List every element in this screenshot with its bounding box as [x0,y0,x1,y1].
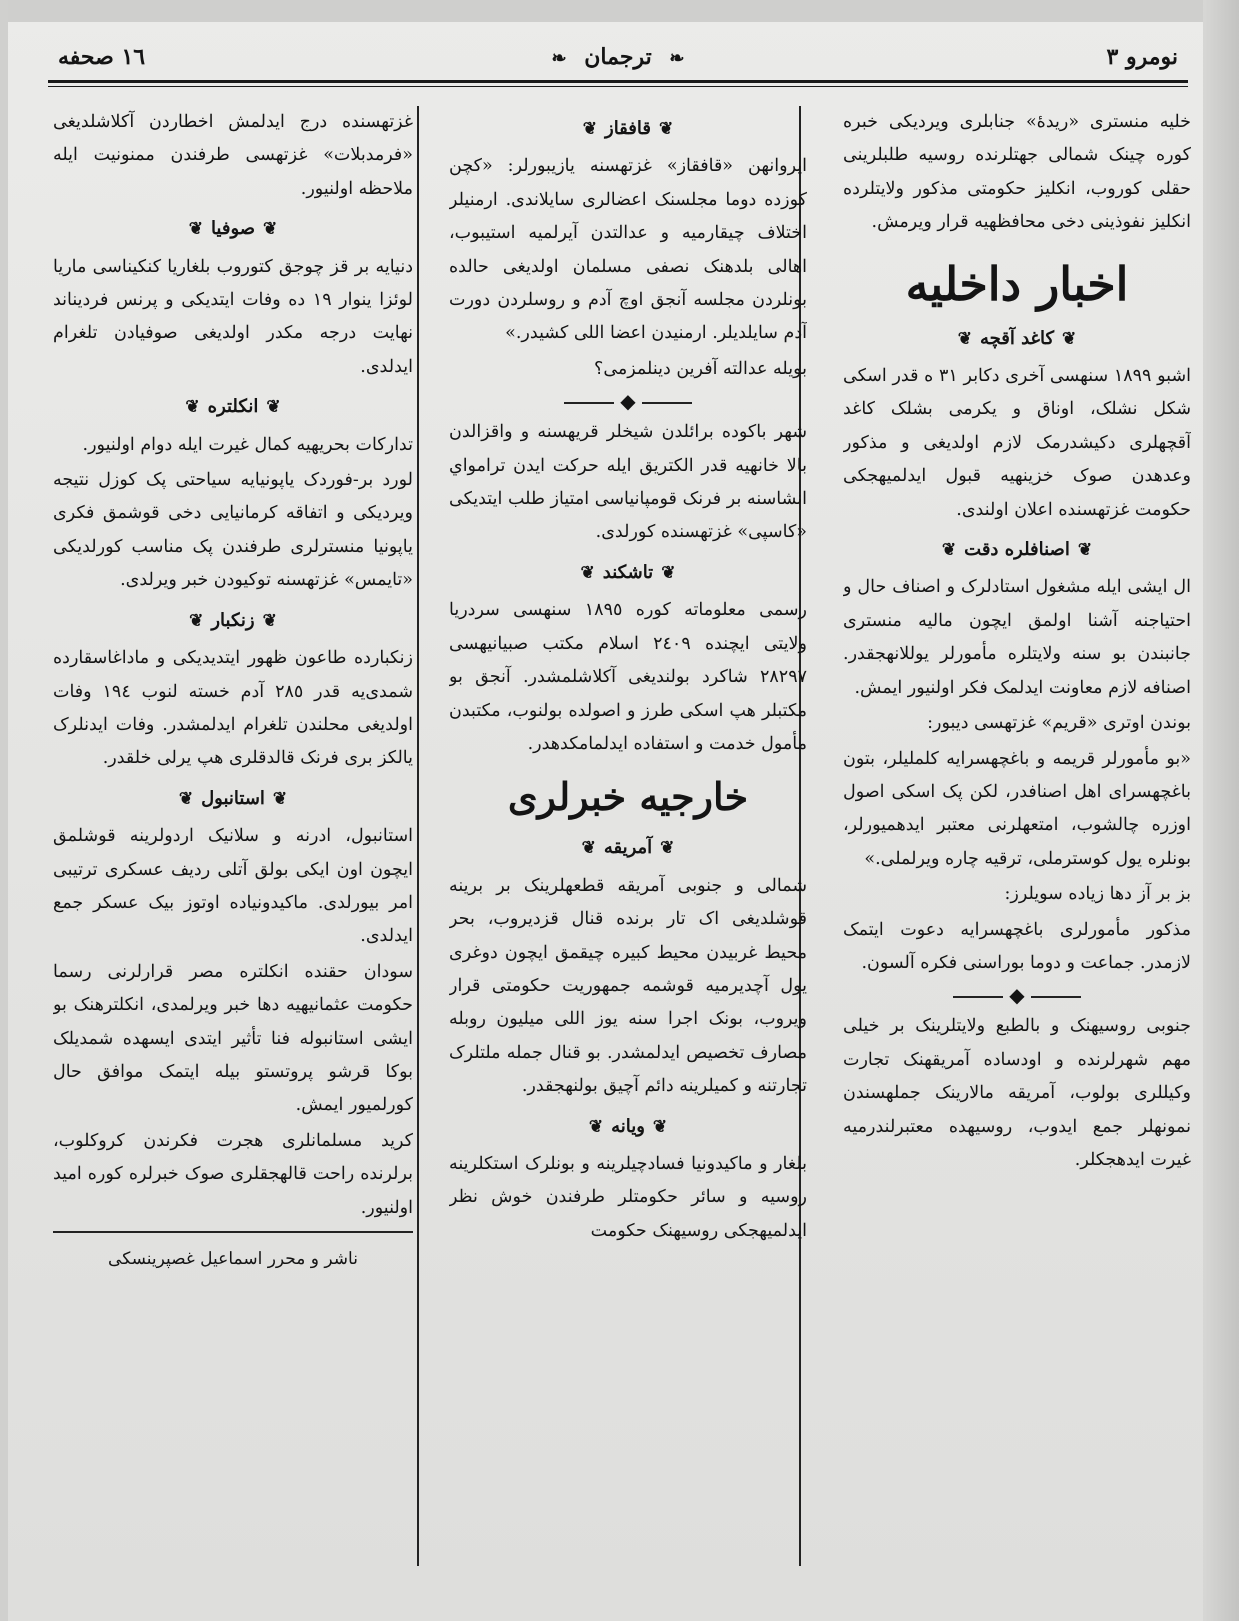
scan-edge-right [1203,0,1239,1621]
headline-text: انکلتره [207,396,259,418]
fleuron-icon: ❦ [188,219,203,240]
separator [843,982,1191,1008]
article-paragraph: زنکبارده طاعون ظهور ایتدیدیکی و ماداغاسقارده شمدی‌یه قدر ٢٨٥ آدم خسته لنوب ١٩٤ وفات اولدیغی محلندن تلغرام ایدلمشدر. وفات ایدنلرک یالکز بری فرنک قالدقلری هپ یرلی خلقدر. [53,648,413,769]
headline-text: اصنافلره دقت [964,539,1070,561]
header-rule-thin [48,86,1188,87]
fleuron-icon: ❦ [178,788,194,809]
article-paragraph: لورد بر-فوردک یاپونیایه سیاحتی پک کوزل نتیجه ویردیکی و اتفاقه کرمانیایی دخی قوشمق فکری یاپونیا منسترلری طرفندن پک مناسب کورلدیکی «تایمس» غزتهسنه توکیودن خبر ویرلدی. [53,470,413,591]
article-paragraph: بلغار و ماکیدونیا فسادچیلرینه و بونلرک استکلرینه روسیه و سائر حکومتلر طرفندن خوش نظر ایدلمیهجکی روسیهنک حکومت [449,1153,807,1241]
headline-text: ویانه [611,1115,645,1137]
fleuron-icon: ❦ [957,328,972,349]
column-middle [449,106,807,1586]
fleuron-icon: ❦ [580,562,595,583]
fleuron-icon: ❦ [189,610,204,631]
column-divider [417,106,419,1566]
page-number: ١٦ صحفه [58,44,146,70]
article-paragraph: «بو مأمورلر قریمه و باغچهسرایه کلملیلر، بتون باغچهسرای اهل اصنافدر، لکن پک اسکی اصول اوزره چالشوب، امتعهلرنی معتبر ایدهمیورلر، بونلره یول کوسترملی، ترقیه چاره ویرلملی.» [843,748,1191,869]
fleuron-icon: ❦ [582,119,597,139]
fleuron-icon: ❦ [1062,328,1077,349]
section-title-domestic-news: اخبار داخلیه [905,256,1129,311]
fleuron-icon: ❦ [661,562,676,583]
article-paragraph: کرید مسلمانلری هجرت فکرندن کروکلوب، برلرنده راحت قالهجقلری صوک خبرلره کوره امید اولنیور. [53,1130,413,1218]
article-paragraph: مذکور مأمورلری باغچهسرایه دعوت ایتمک لازمدر. جماعت و دوما بوراسنی فکره آلسون. [843,919,1191,973]
headline-text: کاغد آقچه [979,327,1055,349]
headline-caucasus [449,112,807,146]
article-paragraph: سودان حقنده انکلتره مصر قرارلرنی رسما حکومت عثمانیهیه دها خبر ویرلمدی، انکلترهنک بو ایشی استانبوله فنا تأثیر ایتدی ایسهده شمدیلک بوکا قرشو پروتستو بیله ایتمک موافق حال کورلمیور ایمش. [53,961,413,1116]
article-paragraph: ال ایشی ایله مشغول استادلرک و اصناف حال و احتیاجنه آشنا اولمق ایچون مالیه منستری جانبندن بو سنه ولایتلره مأمورلر یوللانهجقدر. اصنافه لازم معاونت ایدلمک فکر اولنیور ایمش. [843,577,1191,698]
headline-tashkent [449,556,807,590]
masthead [48,40,1188,100]
article-paragraph: بز بر آز دها زیاده سویلرز: [1004,884,1191,905]
fleuron-icon: ❦ [263,219,278,240]
headline-text: تاشکند [602,561,654,583]
section-title-foreign-news: خارجیه خبرلری [507,774,749,820]
headline-text: زنکبار [211,609,255,631]
article-paragraph: ایروانهن «قافقاز» غزتهسنه یازیبورلر: «کچن کوزده دوما مجلسنک اعضالری سایلاندی. ارمنیلر اختلاف چیقارمیه و عدالتدن آیرلمیه استیبوب، اهالی بلدهنک نصفی مسلمان اولدیغی حالده بونلردن مجلسه آنجق اوچ آدم و روسلردن دورت آدم سایلدیلر. ارمنیدن اعضا اللی کشیدر.» [449,156,807,344]
headline-sofia [53,212,413,246]
ornament-icon: ❧ [669,48,685,69]
headline-vienna [449,1110,807,1144]
headline-craftsmen [843,533,1191,567]
fleuron-icon: ❦ [581,838,596,859]
header-rule-thick [48,80,1188,83]
fleuron-icon: ❦ [588,1116,604,1137]
fleuron-icon: ❦ [266,397,281,418]
issue-number: نومرو ٣ [1106,44,1178,70]
article-paragraph: خلیه منستری «ریدهٔ» جنابلری ویردیکی خبره کوره چینک شمالی جهتلرنده روسیه طلبلرینی حقلی کوروب، انکلیز حکومتی مذکور ولایتلرده انکلیز نفوذینی دخی محافظهیه قرار ویرمش. [843,112,1191,233]
headline-zanzibar [53,604,413,638]
article-paragraph: بوندن اوتری «قریم» غزتهسی دیبور: [927,713,1191,734]
article-paragraph: رسمی معلوماته کوره ١٨٩٥ سنهسی سردریا ولایتی ایچنده ٢٤٠٩ اسلام مکتب صبیانیهسی ٢٨٢٩٧ شاکرد بولندیغی آکلاشلمشدر. آنجق بو مکتبلر هپ اسکی طرز و اصولده بولنوب، مکتبدن مأمول خدمت و استفاده ایدلمامکدهدر. [449,600,807,754]
scan-edge-top [0,0,1239,22]
masthead-title-group [48,44,1188,70]
headline-england [53,390,413,424]
headline-text: صوفیا [210,218,256,240]
article-paragraph: تدارکات بحریهیه کمال غیرت ایله دوام اولنیور. [82,434,413,455]
article-paragraph: غزتهسنده درج ایدلمش اخطاردن آکلاشلدیغی «فرمدبلات» غزتهسی طرفندن ممنونیت ایله ملاحظه اولنیور. [53,112,413,199]
ornament-icon: ❧ [551,48,567,69]
publisher-line: ناشر و محرر اسماعیل غصپرینسکی [108,1249,358,1269]
article-paragraph: شهر باکوده برائلدن شیخلر قریهسنه و واقزالدن بالا خانهیه قدر الکتریق ایله حرکت ایدن ترامواي انشاسنه بر فرنک قومپانیاسی امتیاز طلب ایتدیکی «کاسپی» غزتهسنده کورلدی. [449,422,807,543]
article-paragraph: استانبول، ادرنه و سلانیک اردولرینه قوشلمق ایچون اون ایکی بولق آتلی ردیف عسکری ترتیبی امر بیورلدی. ماکیدونیاده اوتوز بیک عسکر جمع ایدلدی. [53,826,413,947]
article-paragraph: دنیایه بر قز چوجق کتوروب بلغاریا کنکیناسی ماریا لوئزا ینوار ١٩ ده وفات ایتدیکی و پرنس فردیناند نهایت درجه مکدر اولدیغی صوفیادن تلغرام ایدلدی. [53,256,413,377]
fleuron-icon: ❦ [1077,540,1093,561]
diamond-icon: ◆ [620,389,636,414]
fleuron-icon: ❦ [262,610,277,631]
separator [449,388,807,414]
headline-paper-money [843,322,1191,356]
headline-america [449,831,807,865]
headline-istanbul [53,782,413,816]
diamond-icon: ◆ [1009,983,1025,1008]
headline-text: آمریقه [603,837,653,859]
article-paragraph: اشبو ١٨٩٩ سنهسی آخری دکابر ٣١ ه قدر اسکی شکل نشلک، اوناق و یکرمی بشلک کاغد آقچهلری دکیشدرمک لازم اولدیغی و مذکور وعدهدن صوک خزینهیه قبول ایدلمیهجکی حکومت غزتهسنده اعلان اولندی. [843,366,1191,520]
scan-edge-left [0,0,8,1621]
footer-rule [53,1231,413,1233]
newspaper-title: ترجمان [584,44,652,70]
headline-text: استانبول [201,787,265,809]
fleuron-icon: ❦ [660,838,675,859]
article-paragraph: جنوبی روسیهنک و بالطبع ولایتلرینک بر خیلی مهم شهرلرنده و اودساده آمریقهنک تجارت وکیللری بولوب، آمریقه مالارینک جملهسندن نمونهلر جمع ایدوب، روسیهده معتبرلندرمیه غیرت ایدهجکلر. [843,1016,1191,1170]
article-paragraph: شمالی و جنوبی آمریقه قطعهلرینک بر برینه قوشلدیغی اک تار برنده قنال قزدیروب، بحر محیط غربیدن محیط کبیره چیقمق ایچون دوغری یول آچدیرمیه قوشمه جمهوریت حکومتی قرار ویروب، بونک اجرا سنه یوز اللی میلیون روبله مصارف تخصیص ایدلمشدر. بو قنال جمله ملتلرک تجارتنه و کمیلرینه دائم آچیق بولنهجقدر. [449,875,807,1097]
article-paragraph: بویله عدالته آفرین دینلمزمی؟ [594,358,807,379]
fleuron-icon: ❦ [941,540,957,561]
headline-text: قافقاز [605,118,651,139]
fleuron-icon: ❦ [185,397,200,418]
fleuron-icon: ❦ [658,119,674,139]
fleuron-icon: ❦ [652,1116,668,1137]
fleuron-icon: ❦ [272,788,288,809]
column-left [53,106,413,1586]
column-right [843,106,1191,1586]
